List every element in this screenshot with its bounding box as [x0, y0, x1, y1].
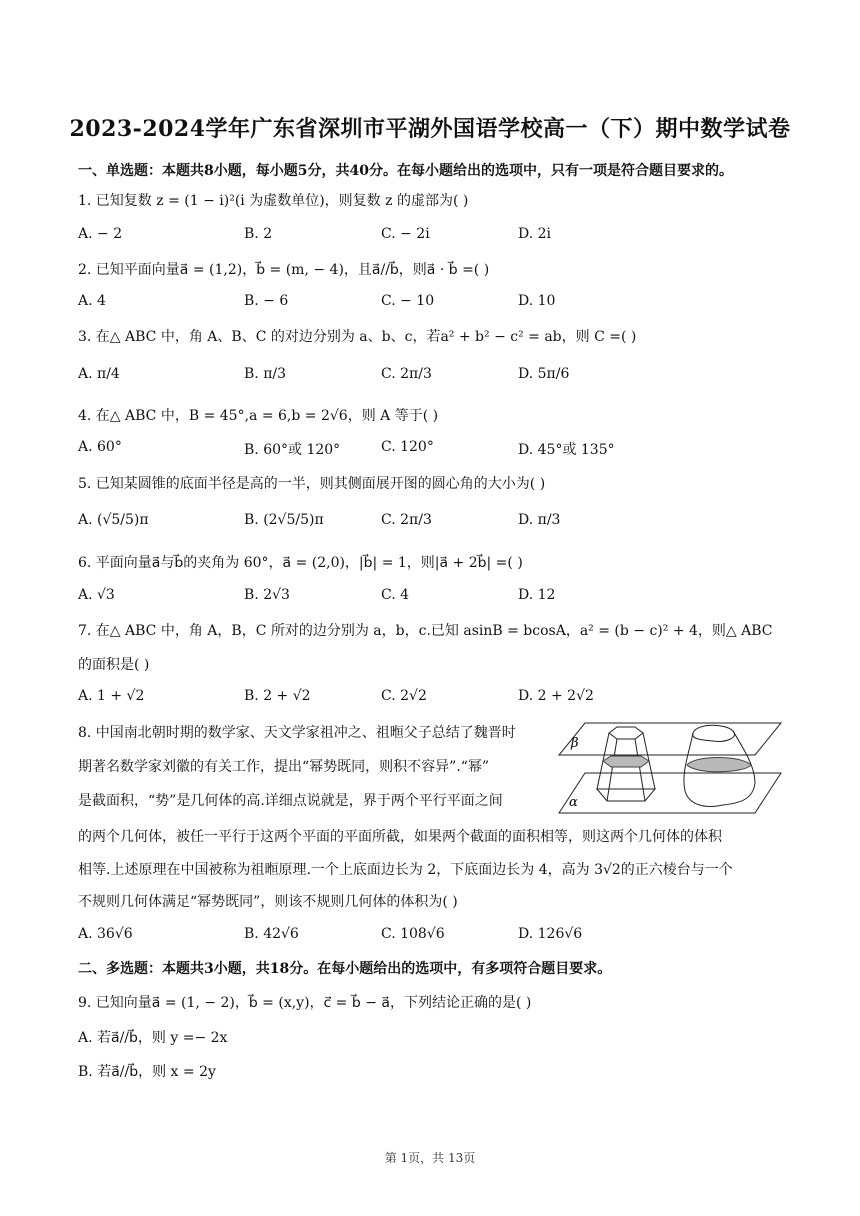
question-6-stem: 6. 平面向量a⃗与b⃗的夹角为 60°，a⃗ = (2,0)，|b⃗| = 1，则|a⃗ + 2b⃗| =( )	[78, 555, 523, 571]
plane-alpha	[559, 773, 781, 813]
question-8-line-6: 不规则几何体满足“幂势既同”，则该不规则几何体的体积为( )	[78, 894, 458, 910]
plane-beta	[559, 723, 781, 755]
question-8-line-5: 相等.上述原理在中国被称为祖暅原理.一个上底面边长为 2，下底面边长为 4，高为 3√2的正六棱台与一个	[78, 862, 733, 878]
question-7-stem: 7. 在△ ABC 中，角 A，B，C 所对的边分别为 a，b，c.已知 asinB = bcosA，a² = (b − c)² + 4，则△ ABC	[78, 623, 773, 639]
question-9-option-a: A. 若a⃗//b⃗，则 y =− 2x	[78, 1030, 228, 1046]
question-9-stem: 9. 已知向量a⃗ = (1, − 2)，b⃗ = (x,y)，c⃗ = b⃗ − a⃗，下列结论正确的是( )	[78, 995, 532, 1011]
question-8-line-4: 的两个几何体，被任一平行于这两个平面的平面所截，如果两个截面的面积相等，则这两个几何体的体积	[78, 829, 722, 845]
question-1-option-a: A. − 2	[78, 226, 123, 242]
question-6-option-b: B. 2√3	[244, 587, 290, 603]
irregular-solid	[684, 725, 755, 806]
question-5-option-d: D. π/3	[518, 512, 561, 528]
question-8-option-b: B. 42√6	[244, 926, 299, 942]
question-7-option-c: C. 2√2	[381, 688, 427, 704]
question-4-option-c: C. 120°	[381, 439, 434, 455]
question-4-option-a: A. 60°	[78, 439, 122, 455]
question-3-option-d: D. 5π/6	[518, 366, 570, 382]
question-2-option-d: D. 10	[518, 293, 556, 309]
question-6-option-a: A. √3	[78, 587, 115, 603]
section-heading-multiple-choice: 二、多选题：本题共3小题，共18分。在每小题给出的选项中，有多项符合题目要求。	[78, 961, 612, 977]
question-2-option-a: A. 4	[78, 293, 106, 309]
question-8-option-c: C. 108√6	[381, 926, 445, 942]
question-4-option-b: B. 60°或 120°	[244, 442, 341, 458]
question-8-line-2: 期著名数学家刘徽的有关工作，提出“幂势既同，则积不容异”.“幂”	[78, 759, 490, 775]
question-4-option-d: D. 45°或 135°	[518, 442, 615, 458]
question-7-option-a: A. 1 + √2	[78, 688, 145, 704]
question-9-option-b: B. 若a⃗//b⃗，则 x = 2y	[78, 1064, 216, 1080]
question-2-option-b: B. − 6	[244, 293, 289, 309]
question-8-option-a: A. 36√6	[78, 926, 133, 942]
question-3-option-a: A. π/4	[78, 366, 120, 382]
question-5-stem: 5. 已知某圆锥的底面半径是高的一半，则其侧面展开图的圆心角的大小为( )	[78, 476, 546, 492]
hexagonal-frustum	[597, 727, 655, 801]
question-3-option-c: C. 2π/3	[381, 366, 432, 382]
question-7-stem-continued: 的面积是( )	[78, 657, 150, 673]
question-8-option-d: D. 126√6	[518, 926, 583, 942]
question-6-option-d: D. 12	[518, 587, 556, 603]
page-title: 2023-2024学年广东省深圳市平湖外国语学校高一（下）期中数学试卷	[69, 116, 791, 142]
question-1-stem: 1. 已知复数 z = (1 − i)²(i 为虚数单位)，则复数 z 的虚部为( )	[78, 193, 469, 209]
section-heading-single-choice: 一、单选题：本题共8小题，每小题5分，共40分。在每小题给出的选项中，只有一项是符合题目要求的。	[78, 163, 733, 179]
question-7-option-b: B. 2 + √2	[244, 688, 311, 704]
question-5-option-c: C. 2π/3	[381, 512, 432, 528]
question-8-line-1: 8. 中国南北朝时期的数学家、天文学家祖冲之、祖暅父子总结了魏晋时	[78, 725, 516, 741]
label-alpha: α	[569, 795, 578, 810]
question-3-stem: 3. 在△ ABC 中，角 A、B、C 的对边分别为 a、b、c，若a² + b² − c² = ab，则 C =( )	[78, 329, 637, 345]
question-1-option-b: B. 2	[244, 226, 273, 242]
question-1-option-c: C. − 2i	[381, 226, 430, 242]
question-8-line-3: 是截面积，“势”是几何体的高.详细点说就是，界于两个平行平面之间	[78, 793, 503, 809]
label-beta: β	[571, 736, 579, 751]
question-6-option-c: C. 4	[381, 587, 410, 603]
question-7-option-d: D. 2 + 2√2	[518, 688, 594, 704]
question-5-option-a: A. (√5/5)π	[78, 512, 149, 528]
question-2-option-c: C. − 10	[381, 293, 435, 309]
page-footer: 第 1页，共 13页	[384, 1151, 476, 1165]
question-5-option-b: B. (2√5/5)π	[244, 512, 324, 528]
parallel-planes-figure	[555, 717, 785, 817]
question-2-stem: 2. 已知平面向量a⃗ = (1,2)，b⃗ = (m, − 4)，且a⃗//b⃗，则a⃗ · b⃗ =( )	[78, 262, 490, 278]
question-1-option-d: D. 2i	[518, 226, 552, 242]
question-3-option-b: B. π/3	[244, 366, 287, 382]
question-4-stem: 4. 在△ ABC 中，B = 45°,a = 6,b = 2√6，则 A 等于( )	[78, 408, 439, 424]
